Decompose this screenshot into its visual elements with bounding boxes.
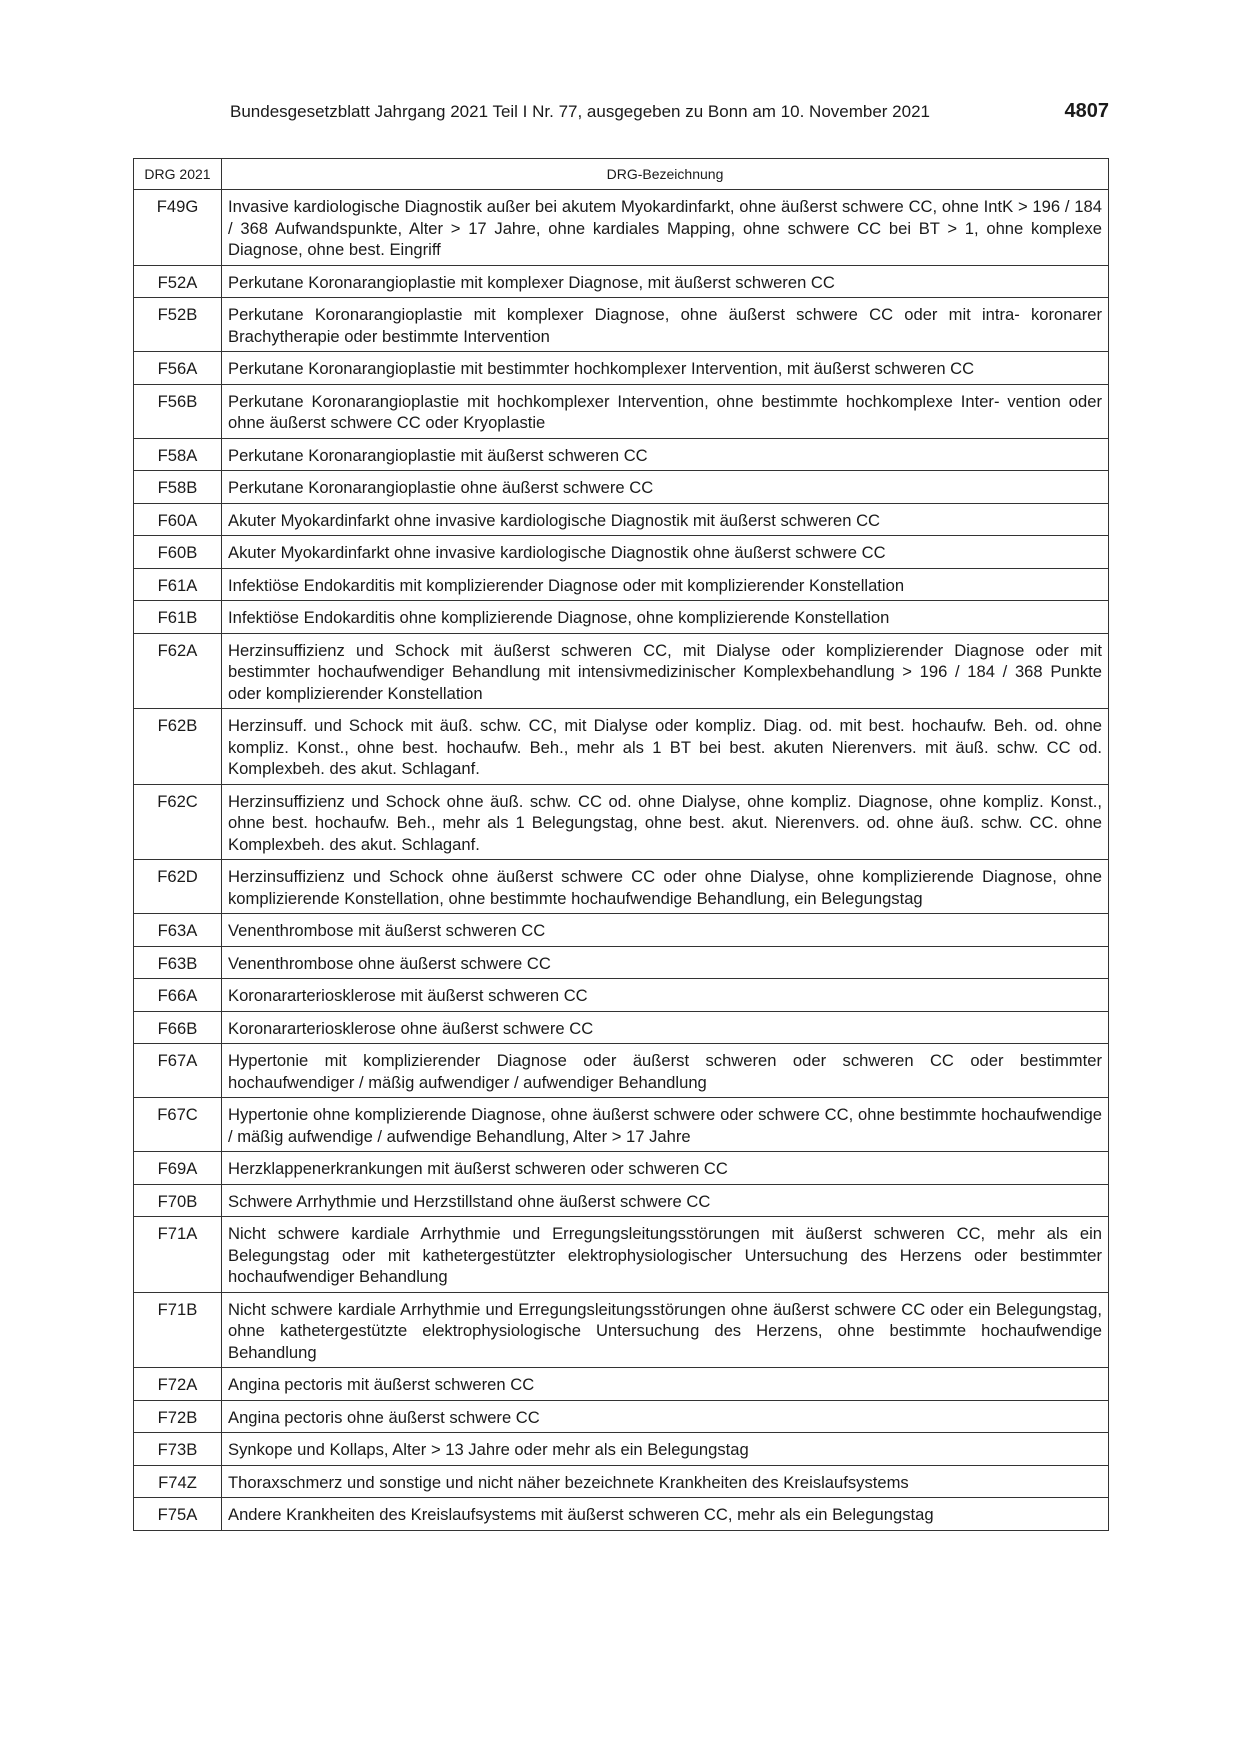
table-row [134, 352, 1109, 385]
drg-code-cell: F60A [134, 503, 222, 536]
drg-code-cell: F70B [134, 1184, 222, 1217]
table-row [134, 709, 1109, 785]
description-line: Herzinsuff. und Schock mit äuß. schw. CC, mit Dialyse oder kompliz. Diag. od. mit best. hochaufw. [228, 716, 987, 735]
description-line: Herzinsuffizienz und Schock ohne äußerst schwere CC oder ohne Dialyse, ohne komplizierende [228, 867, 974, 886]
description-line: Invasive kardiologische Diagnostik außer bei akutem Myokardinfarkt, ohne äußerst schwere CC, ohne [228, 197, 979, 216]
drg-description-cell [222, 1152, 1109, 1185]
table-row [134, 568, 1109, 601]
description-line: od. ohne äuß. schw. CC. ohne Komplexbeh. des akut. Schlaganf. [228, 813, 1102, 854]
table-row [134, 298, 1109, 352]
table-row [134, 1498, 1109, 1531]
description-line: hochaufwendiger / mäßig aufwendiger / aufwendiger Behandlung [228, 1072, 707, 1092]
description-line: Angina pectoris ohne äußerst schwere CC [228, 1407, 540, 1427]
description-line: Koronararteriosklerose ohne äußerst schwere CC [228, 1018, 594, 1038]
drg-description-cell [222, 1292, 1109, 1368]
description-line: kompliz. Konst., ohne best. hochaufw. Beh., mehr als 1 Belegungstag, ohne best. akut. Nierenvers. [228, 791, 1102, 832]
drg-code-cell: F61B [134, 601, 222, 634]
drg-code-cell: F52A [134, 265, 222, 298]
table-row [134, 601, 1109, 634]
description-line: bestimmte hochaufwendige Behandlung [228, 1321, 1102, 1362]
description-line: Herzinsuffizienz und Schock ohne äuß. schw. CC od. ohne Dialyse, ohne kompliz. Diagnose, ohne [228, 791, 977, 811]
table-row [134, 633, 1109, 709]
drg-description-cell [222, 265, 1109, 298]
drg-description-cell [222, 1433, 1109, 1466]
description-line: Nicht schwere kardiale Arrhythmie und Erregungsleitungsstörungen mit äußerst schweren CC, mehr [228, 1224, 1035, 1243]
description-line: Venenthrombose ohne äußerst schwere CC [228, 953, 551, 973]
drg-description-cell [222, 1098, 1109, 1152]
description-line: Akuter Myokardinfarkt ohne invasive kardiologische Diagnostik mit äußerst schweren CC [228, 510, 881, 530]
description-line: Beh. od. ohne kompliz. Konst., ohne best. hochaufw. Beh., mehr als 1 BT bei best. akuten Nierenvers. [228, 716, 1102, 757]
drg-code-cell: F72A [134, 1368, 222, 1401]
drg-code-cell: F49G [134, 190, 222, 266]
description-line: Perkutane Koronarangioplastie ohne äußerst schwere CC [228, 478, 654, 497]
description-line: IntK > 196 / 184 / 368 Aufwandspunkte, Alter > 17 Jahre, ohne kardiales Mapping, ohne schwere CC [228, 197, 1102, 238]
drg-description-cell [222, 979, 1109, 1012]
description-line: Perkutane Koronarangioplastie mit komplexer Diagnose, ohne äußerst schwere CC oder mit intra- [228, 305, 1020, 324]
drg-description-cell [222, 1011, 1109, 1044]
drg-description-cell [222, 536, 1109, 569]
drg-code-cell: F74Z [134, 1465, 222, 1498]
description-line: Schwere Arrhythmie und Herzstillstand ohne äußerst schwere CC [228, 1191, 711, 1211]
description-line: Akuter Myokardinfarkt ohne invasive kardiologische Diagnostik ohne äußerst schwere CC [228, 543, 886, 562]
description-line: Hypertonie ohne komplizierende Diagnose, ohne äußerst schwere oder schwere CC, ohne bestimmte [228, 1105, 977, 1124]
table-row [134, 1217, 1109, 1293]
description-line: bei BT > 1, ohne komplexe Diagnose, ohne best. Eingriff [228, 218, 1102, 259]
drg-description-cell [222, 190, 1109, 266]
table-row [134, 1465, 1109, 1498]
drg-description-cell [222, 438, 1109, 471]
drg-code-cell: F67C [134, 1098, 222, 1152]
drg-code-cell: F63B [134, 946, 222, 979]
drg-description-cell [222, 298, 1109, 352]
description-line: Herzklappenerkrankungen mit äußerst schweren oder schweren CC [228, 1159, 728, 1178]
drg-description-cell [222, 1184, 1109, 1217]
description-line: Angina pectoris mit äußerst schweren CC [228, 1375, 535, 1394]
drg-code-cell: F73B [134, 1433, 222, 1466]
drg-code-cell: F62B [134, 709, 222, 785]
drg-table-body [134, 190, 1109, 1531]
table-row [134, 536, 1109, 569]
drg-code-cell: F56A [134, 352, 222, 385]
drg-description-cell [222, 860, 1109, 914]
description-line: Belegungstag [821, 888, 923, 908]
description-line: Thoraxschmerz und sonstige und nicht näher bezeichnete Krankheiten des Kreislaufsystems [228, 1472, 909, 1492]
drg-code-cell: F58B [134, 471, 222, 504]
drg-code-cell: F69A [134, 1152, 222, 1185]
drg-code-cell: F61A [134, 568, 222, 601]
description-line: Infektiöse Endokarditis ohne komplizierende Diagnose, ohne komplizierende Konstellation [228, 608, 890, 627]
drg-code-cell: F58A [134, 438, 222, 471]
table-row [134, 438, 1109, 471]
drg-description-cell [222, 503, 1109, 536]
description-line: > 196 / 184 / 368 Punkte oder komplizierender Konstellation [228, 662, 1102, 703]
description-line: Infektiöse Endokarditis mit komplizierender Diagnose oder mit komplizierender Konstellation [228, 575, 905, 595]
description-line: vention oder ohne äußerst schwere CC oder Kryoplastie [228, 391, 1102, 432]
table-row [134, 914, 1109, 947]
column-header-drg-description: DRG-Bezeichnung [222, 159, 1109, 190]
drg-code-cell: F60B [134, 536, 222, 569]
description-line: Perkutane Koronarangioplastie mit hochkomplexer Intervention, ohne bestimmte hochkomplexe Inter- [228, 391, 1000, 411]
table-row [134, 1292, 1109, 1368]
description-line: Koronararteriosklerose mit äußerst schweren CC [228, 986, 588, 1005]
description-line: Andere Krankheiten des Kreislaufsystems mit äußerst schweren CC, mehr als ein Belegungstag [228, 1505, 934, 1524]
drg-description-cell [222, 1400, 1109, 1433]
table-row [134, 1433, 1109, 1466]
table-row [134, 265, 1109, 298]
drg-code-cell: F62D [134, 860, 222, 914]
table-row [134, 1184, 1109, 1217]
table-row [134, 1152, 1109, 1185]
drg-description-cell [222, 601, 1109, 634]
table-row [134, 1044, 1109, 1098]
table-row [134, 1098, 1109, 1152]
page-number: 4807 [1064, 100, 1109, 122]
description-line: oder bestimmter hochaufwendiger Behandlung [228, 1245, 1102, 1286]
drg-table [133, 158, 1109, 1531]
drg-description-cell [222, 471, 1109, 504]
table-row [134, 384, 1109, 438]
table-row [134, 979, 1109, 1012]
description-line: Venenthrombose mit äußerst schweren CC [228, 921, 546, 940]
page-header [133, 101, 1109, 127]
table-row [134, 190, 1109, 266]
description-line: oder mit bestimmter hochaufwendiger Behandlung mit intensivmedizinischer Komplexbehandlung [228, 640, 1102, 681]
drg-code-cell: F71B [134, 1292, 222, 1368]
drg-description-cell [222, 784, 1109, 860]
table-row [134, 471, 1109, 504]
table-row [134, 1368, 1109, 1401]
description-line: als ein Belegungstag oder mit kathetergestützter elektrophysiologischer Untersuchung des Herzens [228, 1224, 1102, 1265]
description-line: koronarer Brachytherapie oder bestimmte Intervention [228, 305, 1102, 346]
column-header-drg-code: DRG 2021 [134, 159, 222, 190]
drg-code-cell: F62A [134, 633, 222, 709]
drg-description-cell [222, 1044, 1109, 1098]
description-line: ein Belegungstag, ohne kathetergestützte elektrophysiologische Untersuchung des Herzens, ohne [228, 1299, 1102, 1340]
drg-description-cell [222, 568, 1109, 601]
drg-code-cell: F66A [134, 979, 222, 1012]
description-line: mit äuß. schw. CC od. Komplexbeh. des akut. Schlaganf. [228, 737, 1102, 778]
description-line: Diagnose, ohne komplizierende Konstellation, ohne bestimmte hochaufwendige Behandlung, ein [228, 867, 1102, 908]
table-header-row [134, 159, 1109, 190]
table-row [134, 946, 1109, 979]
drg-description-cell [222, 1465, 1109, 1498]
description-line: Perkutane Koronarangioplastie mit äußerst schweren CC [228, 445, 648, 465]
table-row [134, 860, 1109, 914]
drg-description-cell [222, 384, 1109, 438]
description-line: Hypertonie mit komplizierender Diagnose oder äußerst schweren oder schweren CC oder bestimmter [228, 1051, 1102, 1070]
drg-code-cell: F52B [134, 298, 222, 352]
drg-code-cell: F56B [134, 384, 222, 438]
drg-description-cell [222, 1498, 1109, 1531]
drg-description-cell [222, 633, 1109, 709]
drg-code-cell: F72B [134, 1400, 222, 1433]
drg-code-cell: F75A [134, 1498, 222, 1531]
description-line: Herzinsuffizienz und Schock mit äußerst schweren CC, mit Dialyse oder komplizierender Diagnose [228, 640, 1025, 660]
drg-description-cell [222, 914, 1109, 947]
drg-description-cell [222, 1368, 1109, 1401]
drg-code-cell: F62C [134, 784, 222, 860]
drg-code-cell: F66B [134, 1011, 222, 1044]
drg-description-cell [222, 709, 1109, 785]
table-row [134, 503, 1109, 536]
description-line: Nicht schwere kardiale Arrhythmie und Erregungsleitungsstörungen ohne äußerst schwere CC oder [228, 1299, 964, 1319]
drg-description-cell [222, 1217, 1109, 1293]
description-line: Perkutane Koronarangioplastie mit bestimmter hochkomplexer Intervention, mit äußerst schweren CC [228, 359, 975, 378]
drg-description-cell [222, 352, 1109, 385]
drg-description-cell [222, 946, 1109, 979]
table-row [134, 1011, 1109, 1044]
table-row [134, 1400, 1109, 1433]
running-header-title: Bundesgesetzblatt Jahrgang 2021 Teil I Nr. 77, ausgegeben zu Bonn am 10. November 2021 [230, 102, 930, 121]
description-line: Synkope und Kollaps, Alter > 13 Jahre oder mehr als ein Belegungstag [228, 1440, 749, 1459]
description-line: hochaufwendige / mäßig aufwendige / aufwendige Behandlung, Alter > 17 Jahre [228, 1105, 1102, 1146]
drg-code-cell: F63A [134, 914, 222, 947]
drg-code-cell: F71A [134, 1217, 222, 1293]
drg-code-cell: F67A [134, 1044, 222, 1098]
description-line: Perkutane Koronarangioplastie mit komplexer Diagnose, mit äußerst schweren CC [228, 272, 835, 292]
table-row [134, 784, 1109, 860]
